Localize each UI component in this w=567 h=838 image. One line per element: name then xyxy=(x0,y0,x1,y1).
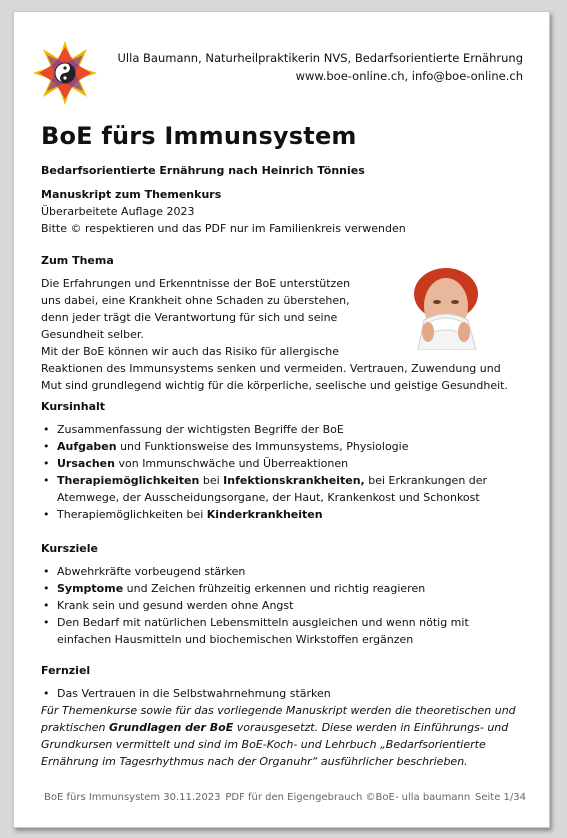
document-title: BoE fürs Immunsystem xyxy=(41,122,357,150)
thema-line-3: denn jeder trägt die Verantwortung für sich und seine xyxy=(41,311,338,324)
sneezing-woman-photo xyxy=(398,264,494,350)
list-item-text: und Funktionsweise des Immunsystems, Physiologie xyxy=(116,440,409,453)
kursziele-list xyxy=(41,563,523,648)
fernziel-list xyxy=(41,685,523,702)
list-item xyxy=(57,506,523,523)
thema-line-2: uns dabei, eine Krankheit ohne Schaden zu überstehen, xyxy=(41,294,350,307)
list-item-text: Das Vertrauen in die Selbstwahrnehmung stärken xyxy=(57,687,331,700)
list-item-text: bei Erkrankungen der Atemwege, der Ausscheidungsorgane, der Haut, Krankenkost und Schonkost xyxy=(57,474,488,504)
list-item-text: und Zeichen frühzeitig erkennen und richtig reagieren xyxy=(123,582,426,595)
header-line-1: Ulla Baumann, Naturheilpraktikerin NVS, Bedarfsorientierte Ernährung xyxy=(117,51,523,65)
subtitle: Bedarfsorientierte Ernährung nach Heinrich Tönnies xyxy=(41,164,365,177)
intro-block xyxy=(41,162,523,237)
list-item-bold: Therapiemöglichkeiten xyxy=(57,474,200,487)
list-item-text: Krank sein und gesund werden ohne Angst xyxy=(57,599,294,612)
list-item-bold: Kinderkrankheiten xyxy=(206,508,323,521)
list-item xyxy=(57,421,523,438)
heading-fernziel: Fernziel xyxy=(41,664,91,677)
section-fernziel xyxy=(41,662,523,770)
list-item xyxy=(57,597,523,614)
list-item xyxy=(57,685,523,702)
section-kursziele xyxy=(41,540,523,648)
manuscript-edition: Überarbeitete Auflage 2023 xyxy=(41,205,195,218)
kursinhalt-list xyxy=(41,421,523,523)
list-item-bold: Infektionskrankheiten, xyxy=(223,474,365,487)
list-item-text: Den Bedarf mit natürlichen Lebensmitteln ausgleichen und wenn nötig mit einfachen Hausmitteln und biochemischen Wirkstoffen ergänzen xyxy=(57,616,469,646)
thema-line-1: Die Erfahrungen und Erkenntnisse der BoE unterstützen xyxy=(41,277,351,290)
list-item xyxy=(57,580,523,597)
footer-left: BoE fürs Immunsystem 30.11.2023 xyxy=(44,792,221,803)
manuscript-note: Bitte © respektieren und das PDF nur im Familienkreis verwenden xyxy=(41,222,406,235)
heading-zum-thema: Zum Thema xyxy=(41,254,114,267)
list-item xyxy=(57,614,523,648)
section-kursinhalt xyxy=(41,398,523,523)
list-item xyxy=(57,455,523,472)
footer-page-number: Seite 1/34 xyxy=(475,792,526,803)
list-item xyxy=(57,438,523,455)
heading-kursziele: Kursziele xyxy=(41,542,98,555)
list-item-bold: Symptome xyxy=(57,582,124,595)
note-bold: Grundlagen der BoE xyxy=(108,721,234,734)
header-contact xyxy=(118,49,523,85)
list-item xyxy=(57,563,523,580)
manuscript-label: Manuskript zum Themenkurs xyxy=(41,188,222,201)
note-text: Für Themenkurse sowie für das vorliegende Manuskript werden die theoretischen und praktischen xyxy=(41,704,516,734)
list-item-text: Zusammenfassung der wichtigsten Begriffe der BoE xyxy=(57,423,344,436)
list-item-bold: Ursachen xyxy=(57,457,115,470)
document-page xyxy=(13,11,550,828)
footer-center: PDF für den Eigengebrauch ©BoE- ulla baumann xyxy=(225,792,471,803)
list-item-text: Therapiemöglichkeiten bei xyxy=(57,508,207,521)
list-item-text: Abwehrkräfte vorbeugend stärken xyxy=(57,565,246,578)
list-item-bold: Aufgaben xyxy=(57,440,117,453)
header-line-2: www.boe-online.ch, info@boe-online.ch xyxy=(295,69,523,83)
list-item-text: bei xyxy=(199,474,224,487)
list-item xyxy=(57,472,523,506)
heading-kursinhalt: Kursinhalt xyxy=(41,400,106,413)
thema-tail: Reaktionen des Immunsystems senken und vermeiden. Vertrauen, Zuwendung und Mut sind grundlegend wichtig für die körperliche, seelische und geistige Gesundheit. xyxy=(41,362,508,392)
yin-yang-star-logo xyxy=(32,40,98,106)
thema-line-5: Mit der BoE können wir auch das Risiko für allergische xyxy=(41,345,340,358)
fernziel-note xyxy=(41,702,523,770)
list-item-text: von Immunschwäche und Überreaktionen xyxy=(114,457,349,470)
page-footer xyxy=(44,792,526,803)
thema-line-4: Gesundheit selber. xyxy=(41,328,144,341)
note-text: vorausgesetzt. Diese werden in Einführungs- und Grundkursen vermittelt und sind im BoE-Koch- und Lehrbuch „Bedarfsorientierte Ernährung im Tagesrhythmus nach der Organuhr“ ausführlicher beschrieben. xyxy=(41,721,509,768)
